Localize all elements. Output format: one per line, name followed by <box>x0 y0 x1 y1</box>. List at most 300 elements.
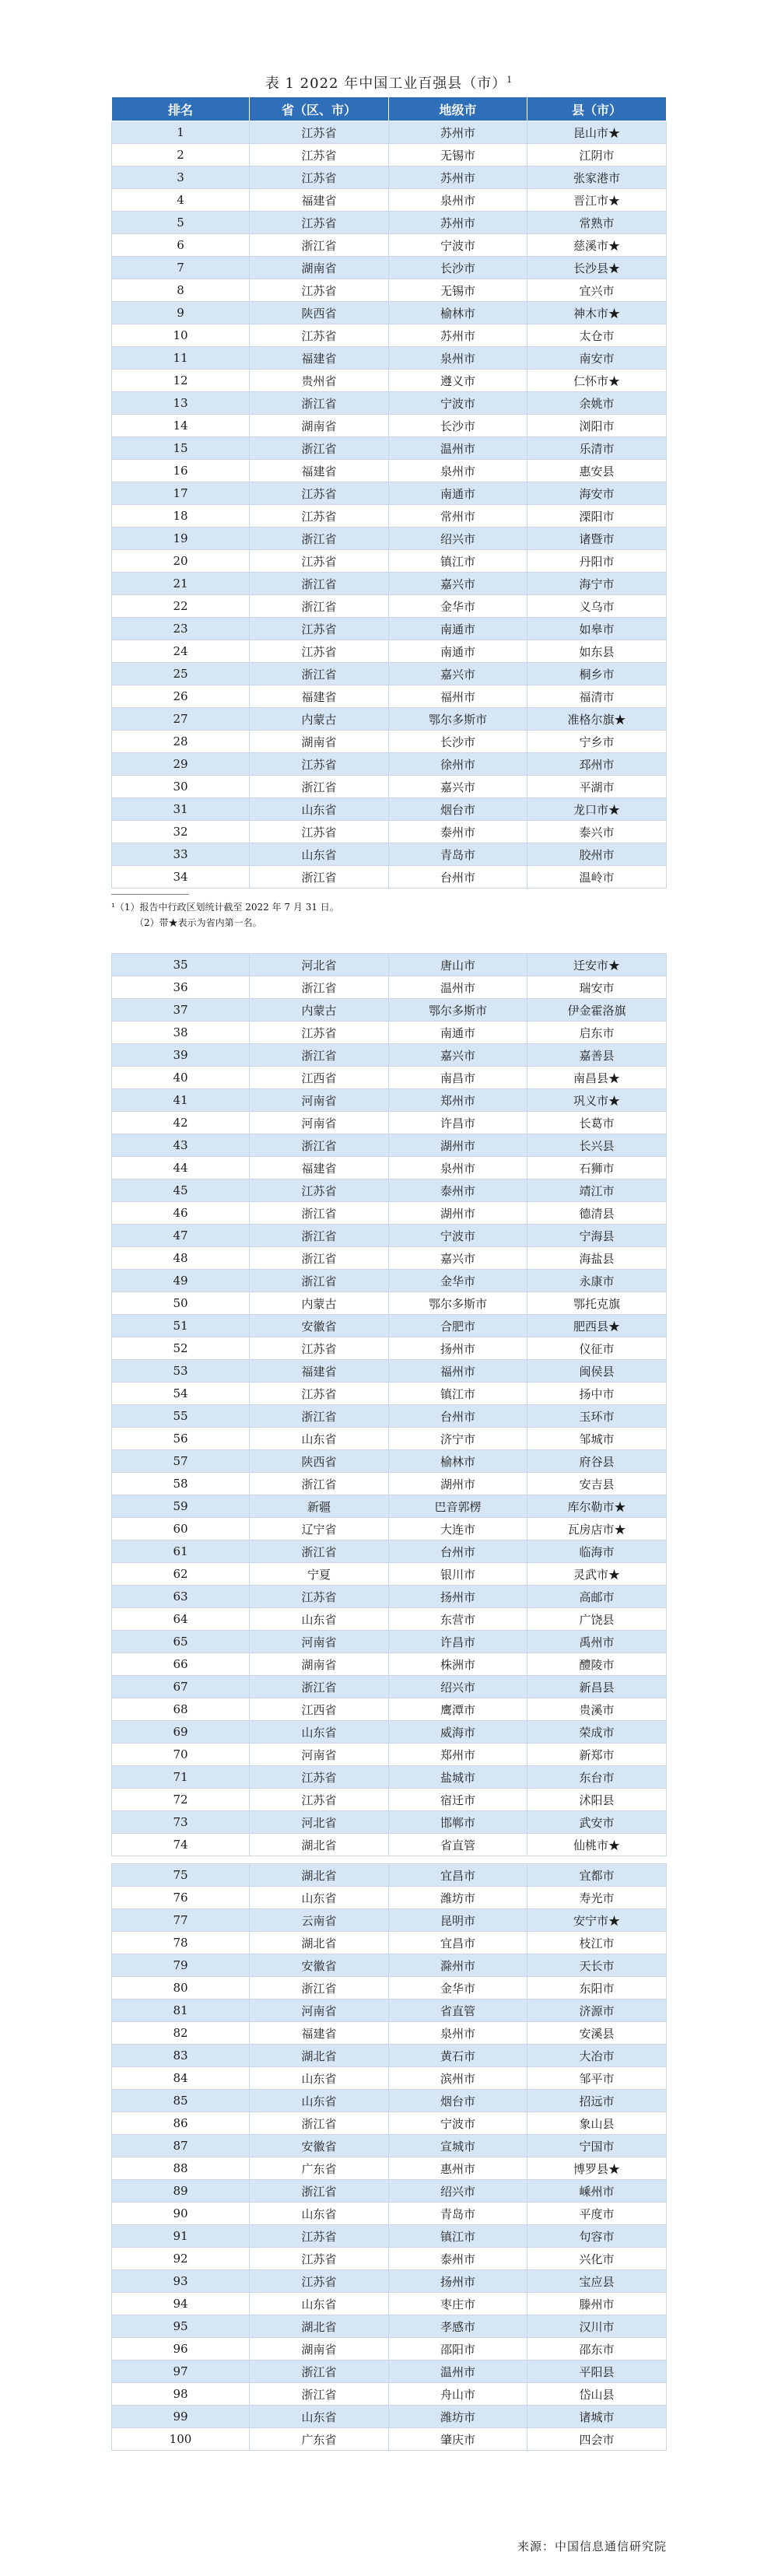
cell-province: 安徽省 <box>250 2135 389 2157</box>
table-row <box>112 2225 667 2248</box>
cell-province: 江苏省 <box>250 144 389 166</box>
cell-county: 海安市 <box>527 482 667 505</box>
cell-county: 平阳县 <box>527 2360 667 2383</box>
cell-county: 嘉善县 <box>527 1044 667 1067</box>
table-row <box>112 2203 667 2225</box>
cell-county: 义乌市 <box>527 595 667 618</box>
table-row <box>112 1473 667 1495</box>
cell-prefecture-city: 泉州市 <box>389 189 527 212</box>
cell-county: 仪征市 <box>527 1337 667 1360</box>
cell-rank: 8 <box>112 279 250 302</box>
cell-rank: 70 <box>112 1744 250 1766</box>
table-row <box>112 821 667 843</box>
cell-province: 宁夏 <box>250 1563 389 1586</box>
cell-province: 山东省 <box>250 2090 389 2112</box>
cell-county: 张家港市 <box>527 166 667 189</box>
cell-province: 浙江省 <box>250 2112 389 2135</box>
cell-county: 招远市 <box>527 2090 667 2112</box>
table-row <box>112 843 667 866</box>
cell-prefecture-city: 镇江市 <box>389 1383 527 1405</box>
cell-prefecture-city: 南通市 <box>389 482 527 505</box>
cell-county: 靖江市 <box>527 1179 667 1202</box>
table-row <box>112 1450 667 1473</box>
cell-county: 嵊州市 <box>527 2180 667 2203</box>
cell-prefecture-city: 滨州市 <box>389 2067 527 2090</box>
cell-province: 河南省 <box>250 1631 389 1653</box>
footnote-divider <box>111 894 189 895</box>
cell-county: 荣成市 <box>527 1721 667 1744</box>
table-row <box>112 2045 667 2067</box>
cell-county: 玉环市 <box>527 1405 667 1428</box>
cell-province: 江苏省 <box>250 2225 389 2248</box>
cell-county: 太仓市 <box>527 324 667 347</box>
table-row <box>112 1887 667 1909</box>
table-row <box>112 482 667 505</box>
cell-county: 天长市 <box>527 1954 667 1977</box>
cell-rank: 73 <box>112 1811 250 1834</box>
cell-county: 诸暨市 <box>527 527 667 550</box>
cell-prefecture-city: 烟台市 <box>389 798 527 821</box>
cell-county: 江阴市 <box>527 144 667 166</box>
cell-rank: 82 <box>112 2022 250 2045</box>
table-row <box>112 1179 667 1202</box>
cell-rank: 78 <box>112 1932 250 1954</box>
cell-prefecture-city: 宜昌市 <box>389 1864 527 1887</box>
cell-county: 东台市 <box>527 1766 667 1789</box>
cell-rank: 10 <box>112 324 250 347</box>
cell-county: 扬中市 <box>527 1383 667 1405</box>
table-row <box>112 1631 667 1653</box>
cell-prefecture-city: 昆明市 <box>389 1909 527 1932</box>
cell-prefecture-city: 金华市 <box>389 1270 527 1292</box>
cell-county: 灵武市★ <box>527 1563 667 1586</box>
cell-province: 湖北省 <box>250 1834 389 1856</box>
cell-province: 江苏省 <box>250 1337 389 1360</box>
cell-prefecture-city: 榆林市 <box>389 302 527 324</box>
cell-county: 临海市 <box>527 1540 667 1563</box>
cell-province: 山东省 <box>250 2203 389 2225</box>
cell-prefecture-city: 长沙市 <box>389 415 527 437</box>
cell-rank: 12 <box>112 370 250 392</box>
cell-county: 南昌县★ <box>527 1067 667 1089</box>
cell-province: 山东省 <box>250 1721 389 1744</box>
table-row <box>112 2180 667 2203</box>
cell-rank: 52 <box>112 1337 250 1360</box>
cell-prefecture-city: 遵义市 <box>389 370 527 392</box>
cell-prefecture-city: 嘉兴市 <box>389 573 527 595</box>
cell-prefecture-city: 镇江市 <box>389 550 527 573</box>
table-row <box>112 2157 667 2180</box>
table-row <box>112 1954 667 1977</box>
table-row <box>112 415 667 437</box>
cell-county: 济源市 <box>527 1999 667 2022</box>
cell-province: 浙江省 <box>250 663 389 685</box>
cell-province: 福建省 <box>250 460 389 482</box>
table-row <box>112 324 667 347</box>
cell-province: 湖南省 <box>250 731 389 753</box>
cell-rank: 28 <box>112 731 250 753</box>
cell-prefecture-city: 温州市 <box>389 437 527 460</box>
cell-county: 启东市 <box>527 1022 667 1044</box>
cell-prefecture-city: 嘉兴市 <box>389 663 527 685</box>
cell-county: 寿光市 <box>527 1887 667 1909</box>
table-row <box>112 640 667 663</box>
header-county: 县（市） <box>527 97 667 121</box>
cell-prefecture-city: 株洲市 <box>389 1653 527 1676</box>
cell-province: 广东省 <box>250 2157 389 2180</box>
cell-rank: 38 <box>112 1022 250 1044</box>
cell-rank: 90 <box>112 2203 250 2225</box>
table-row <box>112 685 667 708</box>
cell-rank: 11 <box>112 347 250 370</box>
cell-county: 永康市 <box>527 1270 667 1292</box>
cell-county: 贵溪市 <box>527 1698 667 1721</box>
cell-county: 仁怀市★ <box>527 370 667 392</box>
cell-province: 湖北省 <box>250 1864 389 1887</box>
cell-county: 宜都市 <box>527 1864 667 1887</box>
cell-prefecture-city: 福州市 <box>389 685 527 708</box>
cell-province: 江苏省 <box>250 618 389 640</box>
header-prefecture-city: 地级市 <box>389 97 527 121</box>
cell-province: 浙江省 <box>250 1044 389 1067</box>
cell-rank: 56 <box>112 1428 250 1450</box>
cell-county: 安吉县 <box>527 1473 667 1495</box>
cell-rank: 68 <box>112 1698 250 1721</box>
cell-province: 福建省 <box>250 1360 389 1383</box>
cell-rank: 49 <box>112 1270 250 1292</box>
cell-county: 宁乡市 <box>527 731 667 753</box>
cell-prefecture-city: 宜昌市 <box>389 1932 527 1954</box>
cell-county: 海盐县 <box>527 1247 667 1270</box>
table-row <box>112 1518 667 1540</box>
cell-prefecture-city: 舟山市 <box>389 2383 527 2406</box>
table-row <box>112 370 667 392</box>
cell-province: 福建省 <box>250 189 389 212</box>
cell-rank: 27 <box>112 708 250 731</box>
cell-rank: 35 <box>112 954 250 976</box>
table-row <box>112 1586 667 1608</box>
cell-prefecture-city: 宁波市 <box>389 234 527 257</box>
cell-prefecture-city: 嘉兴市 <box>389 1044 527 1067</box>
cell-rank: 65 <box>112 1631 250 1653</box>
cell-rank: 33 <box>112 843 250 866</box>
cell-county: 石狮市 <box>527 1157 667 1179</box>
cell-county: 长兴县 <box>527 1134 667 1157</box>
cell-prefecture-city: 大连市 <box>389 1518 527 1540</box>
cell-rank: 47 <box>112 1225 250 1247</box>
cell-county: 德清县 <box>527 1202 667 1225</box>
table-row <box>112 1653 667 1676</box>
cell-rank: 81 <box>112 1999 250 2022</box>
table-row <box>112 302 667 324</box>
cell-county: 神木市★ <box>527 302 667 324</box>
cell-county: 汉川市 <box>527 2315 667 2338</box>
cell-county: 宁海县 <box>527 1225 667 1247</box>
cell-prefecture-city: 肇庆市 <box>389 2428 527 2451</box>
table-row <box>112 1360 667 1383</box>
cell-province: 湖南省 <box>250 415 389 437</box>
table-row <box>112 2090 667 2112</box>
table-row <box>112 1292 667 1315</box>
cell-province: 浙江省 <box>250 1405 389 1428</box>
ranking-table-part-3 <box>111 1863 667 2451</box>
cell-province: 浙江省 <box>250 776 389 798</box>
cell-prefecture-city: 孝感市 <box>389 2315 527 2338</box>
cell-province: 江苏省 <box>250 505 389 527</box>
cell-county: 邵东市 <box>527 2338 667 2360</box>
cell-province: 江苏省 <box>250 640 389 663</box>
table-row <box>112 708 667 731</box>
cell-prefecture-city: 邵阳市 <box>389 2338 527 2360</box>
cell-prefecture-city: 南通市 <box>389 1022 527 1044</box>
cell-rank: 7 <box>112 257 250 279</box>
cell-province: 浙江省 <box>250 866 389 888</box>
table-row <box>112 1089 667 1112</box>
cell-county: 邳州市 <box>527 753 667 776</box>
cell-province: 辽宁省 <box>250 1518 389 1540</box>
cell-rank: 77 <box>112 1909 250 1932</box>
table-row <box>112 776 667 798</box>
cell-province: 陕西省 <box>250 302 389 324</box>
table-row <box>112 618 667 640</box>
cell-province: 江苏省 <box>250 121 389 144</box>
cell-province: 江苏省 <box>250 1022 389 1044</box>
cell-province: 湖南省 <box>250 1653 389 1676</box>
table-row <box>112 595 667 618</box>
cell-province: 云南省 <box>250 1909 389 1932</box>
table-row <box>112 1428 667 1450</box>
cell-prefecture-city: 鄂尔多斯市 <box>389 708 527 731</box>
cell-county: 禹州市 <box>527 1631 667 1653</box>
cell-prefecture-city: 台州市 <box>389 866 527 888</box>
cell-rank: 69 <box>112 1721 250 1744</box>
cell-prefecture-city: 鄂尔多斯市 <box>389 999 527 1022</box>
cell-province: 山东省 <box>250 798 389 821</box>
table-row <box>112 663 667 685</box>
cell-rank: 89 <box>112 2180 250 2203</box>
table-row <box>112 2406 667 2428</box>
table-row <box>112 166 667 189</box>
cell-county: 常熟市 <box>527 212 667 234</box>
cell-province: 江苏省 <box>250 753 389 776</box>
table-row <box>112 2135 667 2157</box>
cell-county: 新昌县 <box>527 1676 667 1698</box>
cell-rank: 40 <box>112 1067 250 1089</box>
cell-prefecture-city: 绍兴市 <box>389 2180 527 2203</box>
cell-province: 江苏省 <box>250 2270 389 2293</box>
cell-prefecture-city: 惠州市 <box>389 2157 527 2180</box>
table-row <box>112 2270 667 2293</box>
cell-county: 府谷县 <box>527 1450 667 1473</box>
table-row <box>112 1864 667 1887</box>
cell-county: 桐乡市 <box>527 663 667 685</box>
cell-province: 河北省 <box>250 1811 389 1834</box>
table-row <box>112 731 667 753</box>
cell-prefecture-city: 镇江市 <box>389 2225 527 2248</box>
cell-prefecture-city: 温州市 <box>389 2360 527 2383</box>
table-row <box>112 2112 667 2135</box>
table-row <box>112 1270 667 1292</box>
cell-rank: 50 <box>112 1292 250 1315</box>
table-title <box>0 72 778 93</box>
cell-prefecture-city: 长沙市 <box>389 731 527 753</box>
cell-province: 浙江省 <box>250 1977 389 1999</box>
cell-county: 武安市 <box>527 1811 667 1834</box>
cell-prefecture-city: 许昌市 <box>389 1112 527 1134</box>
cell-province: 江苏省 <box>250 821 389 843</box>
table-row <box>112 1563 667 1586</box>
table-body <box>112 1864 667 2451</box>
cell-province: 湖北省 <box>250 2315 389 2338</box>
cell-rank: 6 <box>112 234 250 257</box>
table-row <box>112 1405 667 1428</box>
cell-prefecture-city: 嘉兴市 <box>389 776 527 798</box>
cell-prefecture-city: 徐州市 <box>389 753 527 776</box>
cell-prefecture-city: 宿迁市 <box>389 1789 527 1811</box>
cell-county: 胶州市 <box>527 843 667 866</box>
cell-prefecture-city: 枣庄市 <box>389 2293 527 2315</box>
cell-prefecture-city: 常州市 <box>389 505 527 527</box>
cell-prefecture-city: 温州市 <box>389 976 527 999</box>
cell-province: 浙江省 <box>250 573 389 595</box>
cell-rank: 42 <box>112 1112 250 1134</box>
cell-county: 安溪县 <box>527 2022 667 2045</box>
cell-rank: 57 <box>112 1450 250 1473</box>
table-body <box>112 954 667 1856</box>
table-title-text: 表 1 2022 年中国工业百强县（市） <box>265 75 507 92</box>
cell-prefecture-city: 烟台市 <box>389 2090 527 2112</box>
ranking-table-part-1 <box>111 96 667 888</box>
cell-rank: 24 <box>112 640 250 663</box>
cell-rank: 21 <box>112 573 250 595</box>
cell-county: 象山县 <box>527 2112 667 2135</box>
table-row <box>112 2293 667 2315</box>
cell-prefecture-city: 巴音郭楞 <box>389 1495 527 1518</box>
cell-province: 陕西省 <box>250 1450 389 1473</box>
cell-county: 余姚市 <box>527 392 667 415</box>
cell-province: 江苏省 <box>250 212 389 234</box>
table-row <box>112 1383 667 1405</box>
cell-province: 江苏省 <box>250 550 389 573</box>
cell-rank: 4 <box>112 189 250 212</box>
cell-prefecture-city: 苏州市 <box>389 166 527 189</box>
table-body <box>112 121 667 888</box>
cell-county: 大冶市 <box>527 2045 667 2067</box>
cell-province: 贵州省 <box>250 370 389 392</box>
cell-rank: 22 <box>112 595 250 618</box>
cell-province: 江西省 <box>250 1067 389 1089</box>
cell-county: 枝江市 <box>527 1932 667 1954</box>
cell-prefecture-city: 唐山市 <box>389 954 527 976</box>
cell-rank: 45 <box>112 1179 250 1202</box>
cell-rank: 32 <box>112 821 250 843</box>
header-rank: 排名 <box>112 97 250 121</box>
cell-province: 河南省 <box>250 1999 389 2022</box>
table-row <box>112 573 667 595</box>
table-row <box>112 1225 667 1247</box>
cell-prefecture-city: 台州市 <box>389 1540 527 1563</box>
cell-rank: 74 <box>112 1834 250 1856</box>
cell-county: 如东县 <box>527 640 667 663</box>
cell-rank: 98 <box>112 2383 250 2406</box>
cell-county: 长葛市 <box>527 1112 667 1134</box>
table-row <box>112 2067 667 2090</box>
cell-prefecture-city: 泰州市 <box>389 821 527 843</box>
cell-prefecture-city: 青岛市 <box>389 2203 527 2225</box>
cell-county: 福清市 <box>527 685 667 708</box>
cell-county: 如皋市 <box>527 618 667 640</box>
cell-prefecture-city: 长沙市 <box>389 257 527 279</box>
cell-province: 山东省 <box>250 1887 389 1909</box>
cell-county: 仙桃市★ <box>527 1834 667 1856</box>
table-row <box>112 1608 667 1631</box>
cell-prefecture-city: 泉州市 <box>389 347 527 370</box>
cell-prefecture-city: 青岛市 <box>389 843 527 866</box>
cell-prefecture-city: 鹰潭市 <box>389 1698 527 1721</box>
cell-prefecture-city: 苏州市 <box>389 121 527 144</box>
cell-prefecture-city: 扬州市 <box>389 2270 527 2293</box>
cell-province: 浙江省 <box>250 2360 389 2383</box>
table-row <box>112 2022 667 2045</box>
cell-prefecture-city: 泉州市 <box>389 2022 527 2045</box>
cell-prefecture-city: 威海市 <box>389 1721 527 1744</box>
cell-county: 广饶县 <box>527 1608 667 1631</box>
cell-province: 内蒙古 <box>250 999 389 1022</box>
cell-prefecture-city: 金华市 <box>389 595 527 618</box>
cell-prefecture-city: 扬州市 <box>389 1586 527 1608</box>
cell-county: 迁安市★ <box>527 954 667 976</box>
cell-province: 浙江省 <box>250 437 389 460</box>
cell-province: 山东省 <box>250 2293 389 2315</box>
cell-rank: 71 <box>112 1766 250 1789</box>
cell-province: 江苏省 <box>250 279 389 302</box>
cell-prefecture-city: 邯郸市 <box>389 1811 527 1834</box>
cell-county: 温岭市 <box>527 866 667 888</box>
cell-rank: 23 <box>112 618 250 640</box>
cell-rank: 80 <box>112 1977 250 1999</box>
cell-rank: 5 <box>112 212 250 234</box>
cell-prefecture-city: 泰州市 <box>389 2248 527 2270</box>
cell-rank: 87 <box>112 2135 250 2157</box>
cell-prefecture-city: 无锡市 <box>389 279 527 302</box>
cell-rank: 85 <box>112 2090 250 2112</box>
cell-province: 江苏省 <box>250 166 389 189</box>
cell-prefecture-city: 苏州市 <box>389 324 527 347</box>
cell-rank: 2 <box>112 144 250 166</box>
cell-county: 瑞安市 <box>527 976 667 999</box>
table-row <box>112 976 667 999</box>
cell-rank: 20 <box>112 550 250 573</box>
cell-county: 龙口市★ <box>527 798 667 821</box>
cell-province: 浙江省 <box>250 1225 389 1247</box>
cell-province: 福建省 <box>250 347 389 370</box>
cell-province: 江苏省 <box>250 482 389 505</box>
cell-prefecture-city: 泉州市 <box>389 460 527 482</box>
table-row <box>112 2360 667 2383</box>
cell-county: 滕州市 <box>527 2293 667 2315</box>
table-row <box>112 437 667 460</box>
table-row <box>112 1999 667 2022</box>
cell-province: 浙江省 <box>250 1676 389 1698</box>
cell-rank: 51 <box>112 1315 250 1337</box>
cell-rank: 31 <box>112 798 250 821</box>
cell-county: 库尔勒市★ <box>527 1495 667 1518</box>
cell-rank: 13 <box>112 392 250 415</box>
cell-province: 湖南省 <box>250 257 389 279</box>
table-row <box>112 460 667 482</box>
cell-prefecture-city: 湖州市 <box>389 1202 527 1225</box>
table-row <box>112 1676 667 1698</box>
